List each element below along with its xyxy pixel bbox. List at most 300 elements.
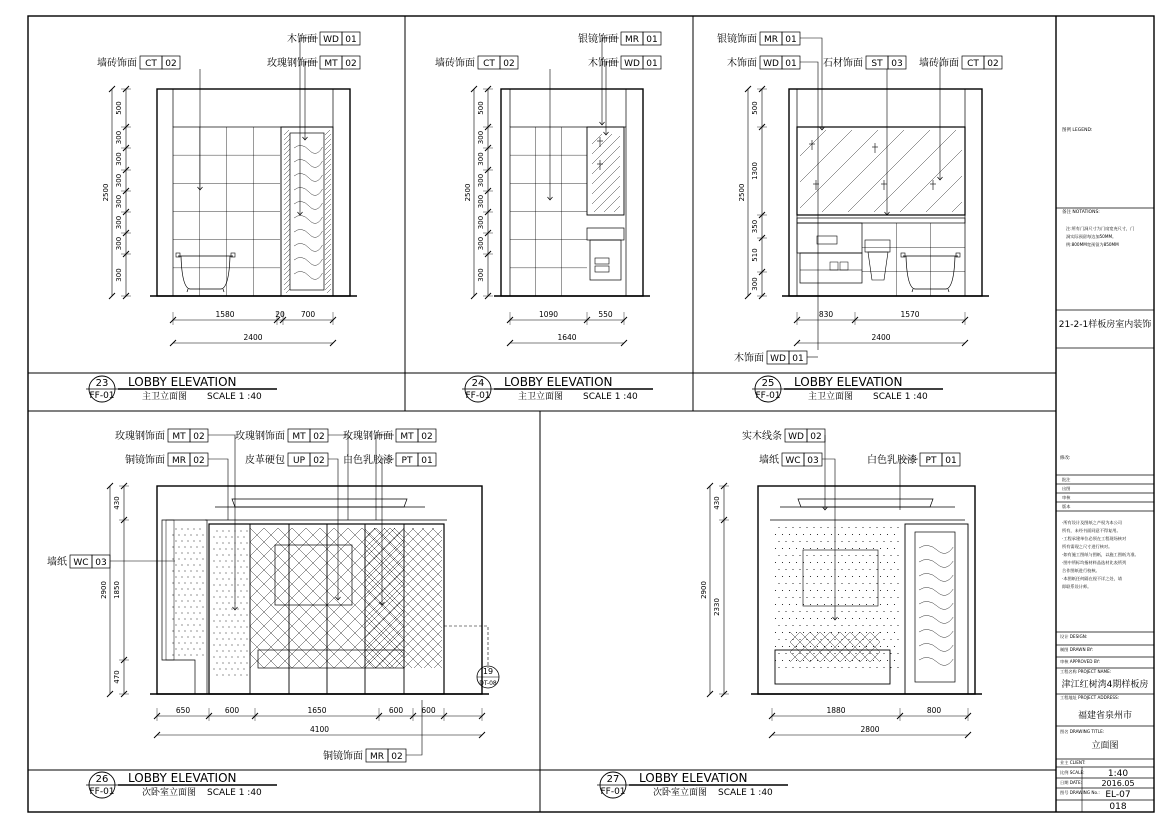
- material-number: 01: [646, 59, 658, 69]
- dot: [796, 534, 797, 535]
- dot: [831, 534, 832, 535]
- hatch-line: [284, 174, 290, 180]
- material-number: 03: [891, 59, 903, 69]
- material-label: 铜镜饰面: [125, 455, 165, 466]
- dot: [219, 668, 220, 669]
- dot: [852, 576, 853, 577]
- dot: [775, 548, 776, 549]
- dot: [873, 562, 874, 563]
- drawing-no-label: 图号 DRAWING No.:: [1060, 790, 1100, 795]
- dot: [246, 674, 247, 675]
- hatch-line: [325, 169, 331, 175]
- dot: [806, 611, 807, 612]
- dot: [855, 541, 856, 542]
- dot: [193, 552, 194, 553]
- dot: [845, 576, 846, 577]
- dot: [880, 618, 881, 619]
- dot: [225, 608, 226, 609]
- dot: [820, 625, 821, 626]
- drawn-label: 制图 DRAWN BY:: [1060, 647, 1093, 652]
- dot: [187, 576, 188, 577]
- towel: [595, 266, 609, 272]
- leader-line: [208, 459, 228, 520]
- dot: [172, 630, 173, 631]
- hatch-line: [592, 134, 602, 144]
- dot: [827, 667, 828, 668]
- dot: [196, 642, 197, 643]
- dot: [820, 639, 821, 640]
- dot: [172, 654, 173, 655]
- dot: [845, 604, 846, 605]
- hatch-line: [604, 196, 620, 212]
- material-number: 02: [987, 59, 999, 69]
- hatch-line: [614, 206, 620, 212]
- dot: [237, 668, 238, 669]
- door-leaf: [290, 133, 324, 290]
- dot: [859, 618, 860, 619]
- hatch-line: [325, 234, 331, 240]
- dot: [184, 654, 185, 655]
- hatch-line: [284, 214, 290, 220]
- caption-subtitle: 主卫立面图: [518, 392, 564, 402]
- dot: [172, 570, 173, 571]
- dot: [190, 606, 191, 607]
- dot: [792, 611, 793, 612]
- dot: [222, 566, 223, 567]
- material-label: 实木线条: [742, 431, 782, 442]
- ceiling-cornice: [798, 499, 933, 507]
- dot: [880, 548, 881, 549]
- dot: [216, 638, 217, 639]
- hatch-line: [284, 199, 290, 205]
- dot: [785, 583, 786, 584]
- dot: [222, 590, 223, 591]
- hatch-a: [365, 528, 404, 668]
- dim-label: 1300: [751, 162, 759, 180]
- dot: [834, 625, 835, 626]
- dot: [202, 654, 203, 655]
- material-code: MR: [624, 35, 640, 45]
- dot: [219, 548, 220, 549]
- dot: [796, 618, 797, 619]
- dot: [225, 656, 226, 657]
- dot: [234, 674, 235, 675]
- dot: [181, 600, 182, 601]
- towel: [595, 258, 609, 264]
- material-code: PT: [401, 456, 413, 466]
- dot: [213, 572, 214, 573]
- bottle: [830, 262, 838, 270]
- hatch-line: [325, 239, 331, 245]
- material-label: 石材饰面: [823, 58, 863, 69]
- material-code: WD: [770, 354, 786, 364]
- dot: [199, 540, 200, 541]
- dot: [187, 648, 188, 649]
- dot: [897, 583, 898, 584]
- dot: [213, 608, 214, 609]
- dot: [897, 597, 898, 598]
- vein: [919, 545, 953, 553]
- dot: [782, 632, 783, 633]
- dot: [181, 636, 182, 637]
- dot: [240, 626, 241, 627]
- door-jamb-hatch: [325, 130, 331, 293]
- caption-title: LOBBY ELEVATION: [504, 375, 613, 389]
- dot: [876, 625, 877, 626]
- material-number: 03: [807, 456, 819, 466]
- dot: [225, 668, 226, 669]
- material-code: ST: [871, 59, 883, 69]
- dot: [187, 564, 188, 565]
- dim-label: 300: [751, 277, 759, 291]
- dot: [817, 548, 818, 549]
- dim-label: 2330: [713, 598, 721, 616]
- dim-label: 1580: [215, 310, 235, 319]
- dot: [225, 536, 226, 537]
- dim-total-label: 2400: [243, 333, 263, 342]
- dot: [873, 660, 874, 661]
- caption-subtitle: 次卧室立面图: [653, 788, 708, 798]
- dot: [890, 555, 891, 556]
- dot: [845, 660, 846, 661]
- dot: [175, 648, 176, 649]
- dot: [222, 638, 223, 639]
- dot: [782, 562, 783, 563]
- dot: [199, 648, 200, 649]
- dot: [216, 578, 217, 579]
- dot: [243, 572, 244, 573]
- sheet-number: 018: [1109, 802, 1127, 812]
- dim-label: 600: [224, 706, 240, 715]
- dot: [834, 653, 835, 654]
- dot: [172, 618, 173, 619]
- dot: [237, 548, 238, 549]
- leader-line: [800, 62, 818, 350]
- dot: [190, 582, 191, 583]
- hatch-line: [284, 164, 290, 170]
- dot: [817, 576, 818, 577]
- dim-total-label: 2900: [700, 581, 708, 599]
- dot: [237, 560, 238, 561]
- dot: [222, 626, 223, 627]
- hatch-line: [900, 150, 962, 212]
- dot: [859, 548, 860, 549]
- caption-ref: FF-01: [89, 391, 115, 401]
- dot: [852, 534, 853, 535]
- dot: [817, 590, 818, 591]
- dot: [199, 612, 200, 613]
- dot: [838, 618, 839, 619]
- dim-total-label: 2500: [102, 183, 110, 202]
- dot: [172, 582, 173, 583]
- dim-label: 830: [818, 310, 834, 319]
- material-label: 玫瑰钢饰面: [343, 431, 393, 442]
- dot: [222, 542, 223, 543]
- hatch-b: [365, 528, 404, 668]
- hatch-line: [432, 528, 442, 538]
- dot: [199, 600, 200, 601]
- wallpaper-dots: [213, 530, 247, 675]
- caption-scale: SCALE 1 :40: [207, 788, 262, 798]
- dot: [841, 555, 842, 556]
- dot: [813, 611, 814, 612]
- material-label: 银镜饰面: [717, 34, 757, 45]
- dot: [789, 534, 790, 535]
- dot: [838, 562, 839, 563]
- dot: [894, 604, 895, 605]
- dot: [222, 650, 223, 651]
- dot: [810, 604, 811, 605]
- dot: [827, 555, 828, 556]
- dot: [237, 632, 238, 633]
- hatch-line: [284, 254, 290, 260]
- dot: [213, 644, 214, 645]
- disclaimer-line: 即联系设计师。: [1062, 584, 1092, 589]
- dot: [897, 527, 898, 528]
- dot: [234, 626, 235, 627]
- dot: [228, 542, 229, 543]
- dot: [796, 562, 797, 563]
- dot: [862, 527, 863, 528]
- dot: [820, 597, 821, 598]
- dot: [216, 674, 217, 675]
- material-label: 白色乳胶漆: [867, 455, 917, 466]
- dot: [880, 646, 881, 647]
- dot: [820, 541, 821, 542]
- vein: [919, 629, 953, 637]
- dot: [222, 554, 223, 555]
- dot: [890, 653, 891, 654]
- dot: [234, 650, 235, 651]
- project-value: 津江红树湾4期样板房: [1061, 680, 1149, 690]
- dot: [789, 548, 790, 549]
- dot: [196, 594, 197, 595]
- dot: [785, 527, 786, 528]
- hatch-line: [284, 269, 290, 275]
- dot: [199, 576, 200, 577]
- dot: [231, 644, 232, 645]
- hatch-line: [284, 204, 290, 210]
- dot: [219, 644, 220, 645]
- dot: [813, 597, 814, 598]
- dot: [246, 614, 247, 615]
- dot: [810, 646, 811, 647]
- hatch-line: [284, 149, 290, 155]
- dim-total-label: 2400: [871, 333, 891, 342]
- leader-line: [208, 435, 235, 610]
- dim-label: 300: [477, 130, 485, 145]
- dot: [827, 625, 828, 626]
- dot: [883, 639, 884, 640]
- dot: [228, 662, 229, 663]
- disclaimer-line: ·所有设计及图纸之产权为本公司: [1062, 520, 1122, 525]
- hatch-line: [822, 130, 904, 212]
- dot: [887, 632, 888, 633]
- dot: [813, 569, 814, 570]
- dot: [862, 541, 863, 542]
- dot: [237, 620, 238, 621]
- dot: [178, 558, 179, 559]
- hatch-line: [284, 139, 290, 145]
- dot: [231, 632, 232, 633]
- dot: [813, 555, 814, 556]
- dot: [216, 662, 217, 663]
- notes-line: 例:800MM宽预留为850MM: [1066, 242, 1119, 247]
- dot: [855, 611, 856, 612]
- material-code: MT: [324, 59, 338, 69]
- dot: [216, 626, 217, 627]
- dot: [231, 536, 232, 537]
- dot: [228, 650, 229, 651]
- dot: [824, 604, 825, 605]
- hatch-line: [284, 219, 290, 225]
- dot: [820, 667, 821, 668]
- vein: [294, 243, 323, 251]
- scale-value: 1:40: [1107, 769, 1129, 779]
- dot: [869, 653, 870, 654]
- hatch-line: [284, 144, 290, 150]
- leader-line: [800, 38, 822, 130]
- dot: [172, 558, 173, 559]
- dot: [202, 642, 203, 643]
- dot: [841, 597, 842, 598]
- dot: [225, 596, 226, 597]
- dot: [181, 540, 182, 541]
- dot: [190, 654, 191, 655]
- dot: [778, 611, 779, 612]
- dot: [873, 632, 874, 633]
- tub-tap: [956, 253, 960, 257]
- dot: [175, 564, 176, 565]
- dot: [894, 576, 895, 577]
- field-label: 审核: [1062, 495, 1071, 500]
- dot: [243, 536, 244, 537]
- dot: [187, 588, 188, 589]
- dot: [178, 582, 179, 583]
- dim-total-label: 4100: [309, 725, 330, 734]
- dot: [862, 597, 863, 598]
- dot: [213, 632, 214, 633]
- dot: [775, 618, 776, 619]
- caption-subtitle: 主卫立面图: [142, 392, 188, 402]
- dot: [848, 597, 849, 598]
- wall-outline: [157, 89, 350, 296]
- dot: [855, 667, 856, 668]
- drawing-no-value: EL-07: [1105, 790, 1131, 800]
- dim-label: 300: [115, 130, 123, 145]
- dot: [228, 578, 229, 579]
- dot: [859, 562, 860, 563]
- dot: [222, 602, 223, 603]
- dot: [190, 570, 191, 571]
- door-marble: [919, 545, 953, 665]
- dot: [190, 642, 191, 643]
- dot: [792, 541, 793, 542]
- dot: [196, 630, 197, 631]
- elevation-25: [717, 32, 1002, 402]
- material-label: 玫瑰钢饰面: [115, 431, 165, 442]
- vanity-cabinet: [590, 240, 621, 280]
- material-number: 02: [313, 432, 325, 442]
- dot: [852, 590, 853, 591]
- hatch-line: [325, 219, 331, 225]
- dot: [894, 646, 895, 647]
- dot: [887, 660, 888, 661]
- dot: [810, 618, 811, 619]
- dot: [240, 566, 241, 567]
- dot: [869, 555, 870, 556]
- material-code: UP: [292, 456, 306, 466]
- dot: [190, 630, 191, 631]
- dot: [894, 632, 895, 633]
- dot: [841, 625, 842, 626]
- dot: [222, 578, 223, 579]
- dot: [852, 604, 853, 605]
- dot: [817, 632, 818, 633]
- dot: [799, 527, 800, 528]
- material-label: 木饰面: [734, 353, 764, 364]
- dot: [246, 602, 247, 603]
- caption-title: LOBBY ELEVATION: [128, 771, 237, 785]
- material-code: MR: [763, 35, 779, 45]
- dot: [897, 611, 898, 612]
- dot: [894, 534, 895, 535]
- dim-label: 300: [115, 236, 123, 251]
- dot: [876, 555, 877, 556]
- dot: [246, 590, 247, 591]
- dot: [883, 611, 884, 612]
- dot: [876, 541, 877, 542]
- dot: [824, 660, 825, 661]
- vein: [294, 215, 323, 223]
- dot: [231, 608, 232, 609]
- dot: [228, 530, 229, 531]
- dot: [181, 528, 182, 529]
- dot: [827, 611, 828, 612]
- dot: [193, 576, 194, 577]
- dot: [890, 611, 891, 612]
- hatch-line: [404, 528, 424, 548]
- dot: [175, 576, 176, 577]
- dim-label: 350: [751, 219, 759, 234]
- hatch-line: [422, 528, 442, 548]
- dot: [887, 590, 888, 591]
- dot: [806, 541, 807, 542]
- dot: [190, 558, 191, 559]
- hatch-line: [325, 159, 331, 165]
- hatch-line: [327, 289, 331, 293]
- dim-label: 300: [115, 194, 123, 209]
- dot: [792, 653, 793, 654]
- countertop: [797, 218, 965, 223]
- dot: [859, 534, 860, 535]
- hatch-line: [325, 139, 331, 145]
- dot: [246, 638, 247, 639]
- dot: [810, 576, 811, 577]
- dot: [890, 527, 891, 528]
- material-number: 02: [193, 432, 205, 442]
- bathtub: [176, 253, 235, 292]
- dot: [799, 639, 800, 640]
- dot: [813, 527, 814, 528]
- dim-label: 600: [388, 706, 404, 715]
- dot: [796, 604, 797, 605]
- hatch-line: [325, 209, 331, 215]
- dot: [785, 569, 786, 570]
- dot: [213, 560, 214, 561]
- dot: [219, 632, 220, 633]
- dot: [785, 555, 786, 556]
